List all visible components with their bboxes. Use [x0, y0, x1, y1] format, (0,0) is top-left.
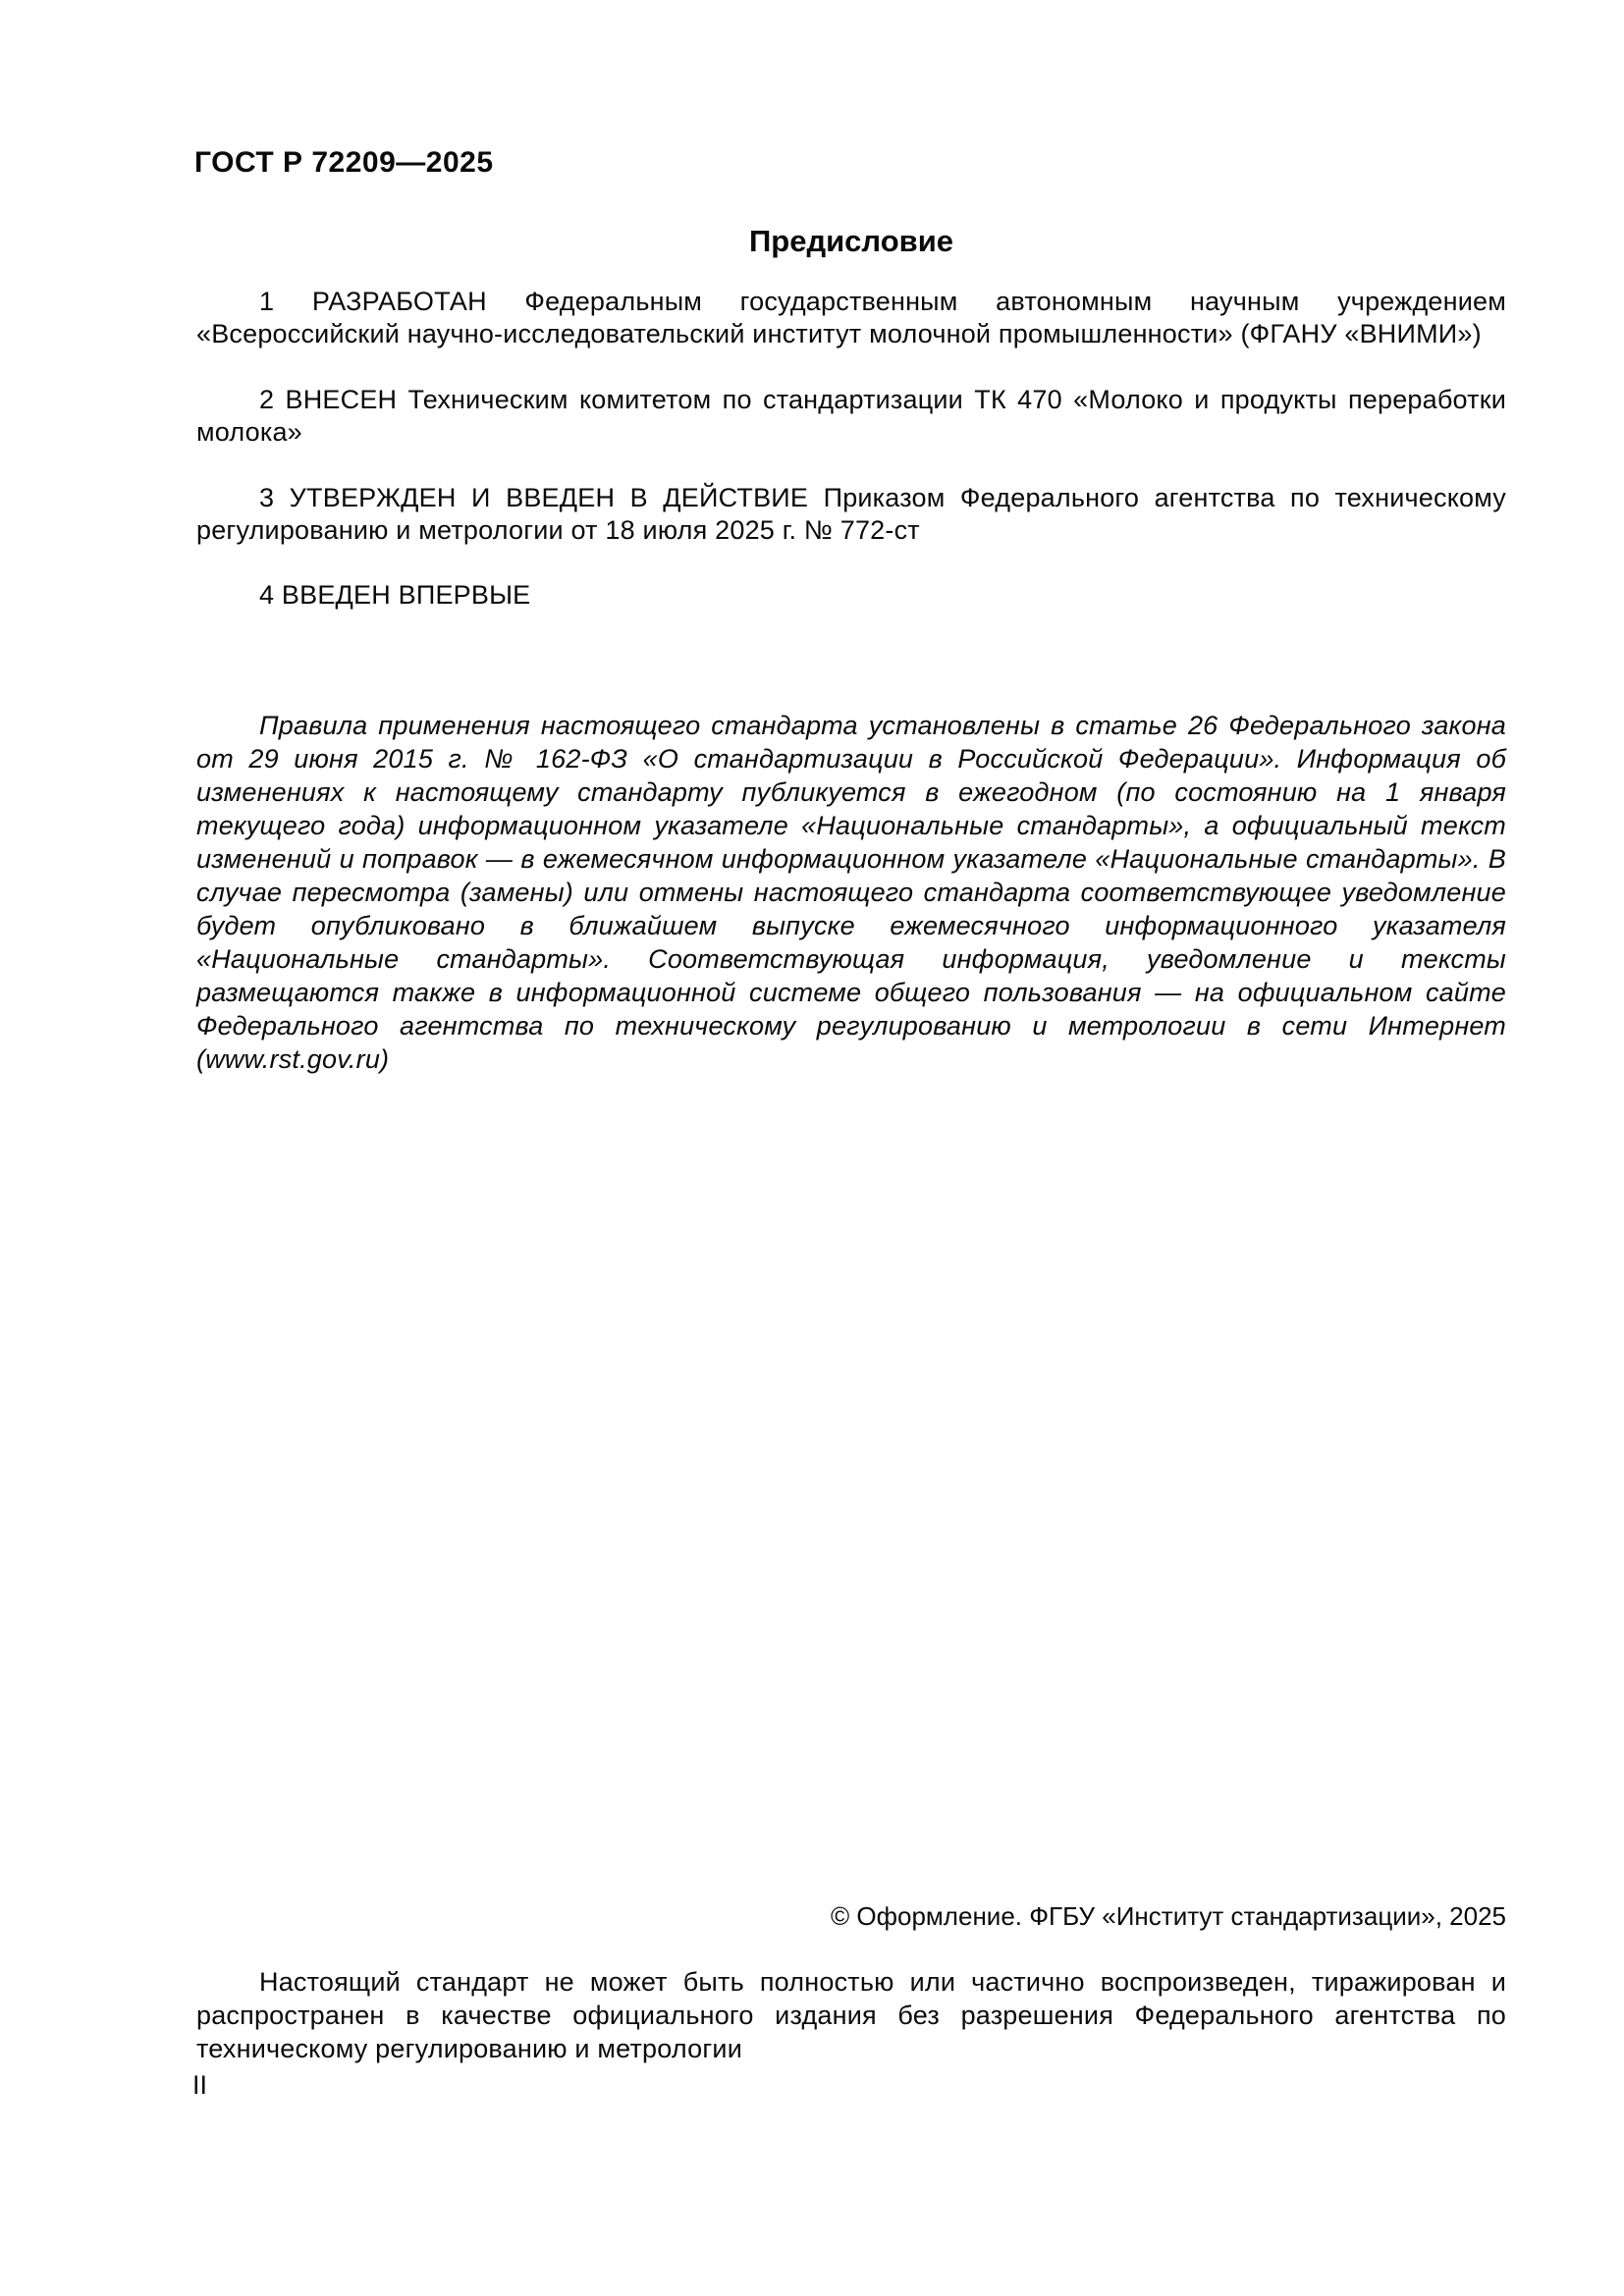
foreword-item-developed: 1 РАЗРАБОТАН Федеральным государственным автономным научным учреждением «Всероссийский научно-исследовательский институт молочной промышленности» (ФГАНУ «ВНИМИ»)	[196, 287, 1506, 348]
copyright-line: © Оформление. ФГБУ «Институт стандартизации», 2025	[831, 1901, 1506, 1931]
page-number: II	[192, 2070, 208, 2100]
reproduction-notice: Настоящий стандарт не может быть полностью или частично воспроизведен, тиражирован и распространен в качестве официального издания без разрешения Федерального агентства по техническому регулированию и метрологии	[196, 1967, 1506, 2063]
foreword-item-submitted: 2 ВНЕСЕН Техническим комитетом по стандартизации ТК 470 «Молоко и продукты переработки молока»	[196, 385, 1506, 447]
section-title: Предисловие	[748, 224, 953, 258]
foreword-item-first-edition: 4 ВВЕДЕН ВПЕРВЫЕ	[259, 580, 531, 610]
application-rules-notice: Правила применения настоящего стандарта установлены в статье 26 Федерального закона от 29 июня 2015 г. № 162-ФЗ «О стандартизации в Российской Федерации». Информация об изменениях к настоящему стандарту публикуется в ежегодном (по состоянию на 1 января текущего года) информационном указателе «Национальные стандарты», а официальный текст изменений и поправок — в ежемесячном информационном указателе «Национальные стандарты». В случае пересмотра (замены) или отмены настоящего стандарта соответствующее уведомление будет опубликовано в ближайшем выпуске ежемесячного информационного указателя «Национальные стандарты». Соответствующая информация, уведомление и тексты размещаются также в информационной системе общего пользования — на официальном сайте Федерального агентства по техническому регулированию и метрологии в сети Интернет (www.rst.gov.ru)	[196, 711, 1506, 1074]
doc-number: ГОСТ Р 72209—2025	[194, 146, 494, 179]
foreword-item-approved: 3 УТВЕРЖДЕН И ВВЕДЕН В ДЕЙСТВИЕ Приказом Федерального агентства по техническому регулированию и метрологии от 18 июля 2025 г. № 772-ст	[196, 483, 1506, 545]
